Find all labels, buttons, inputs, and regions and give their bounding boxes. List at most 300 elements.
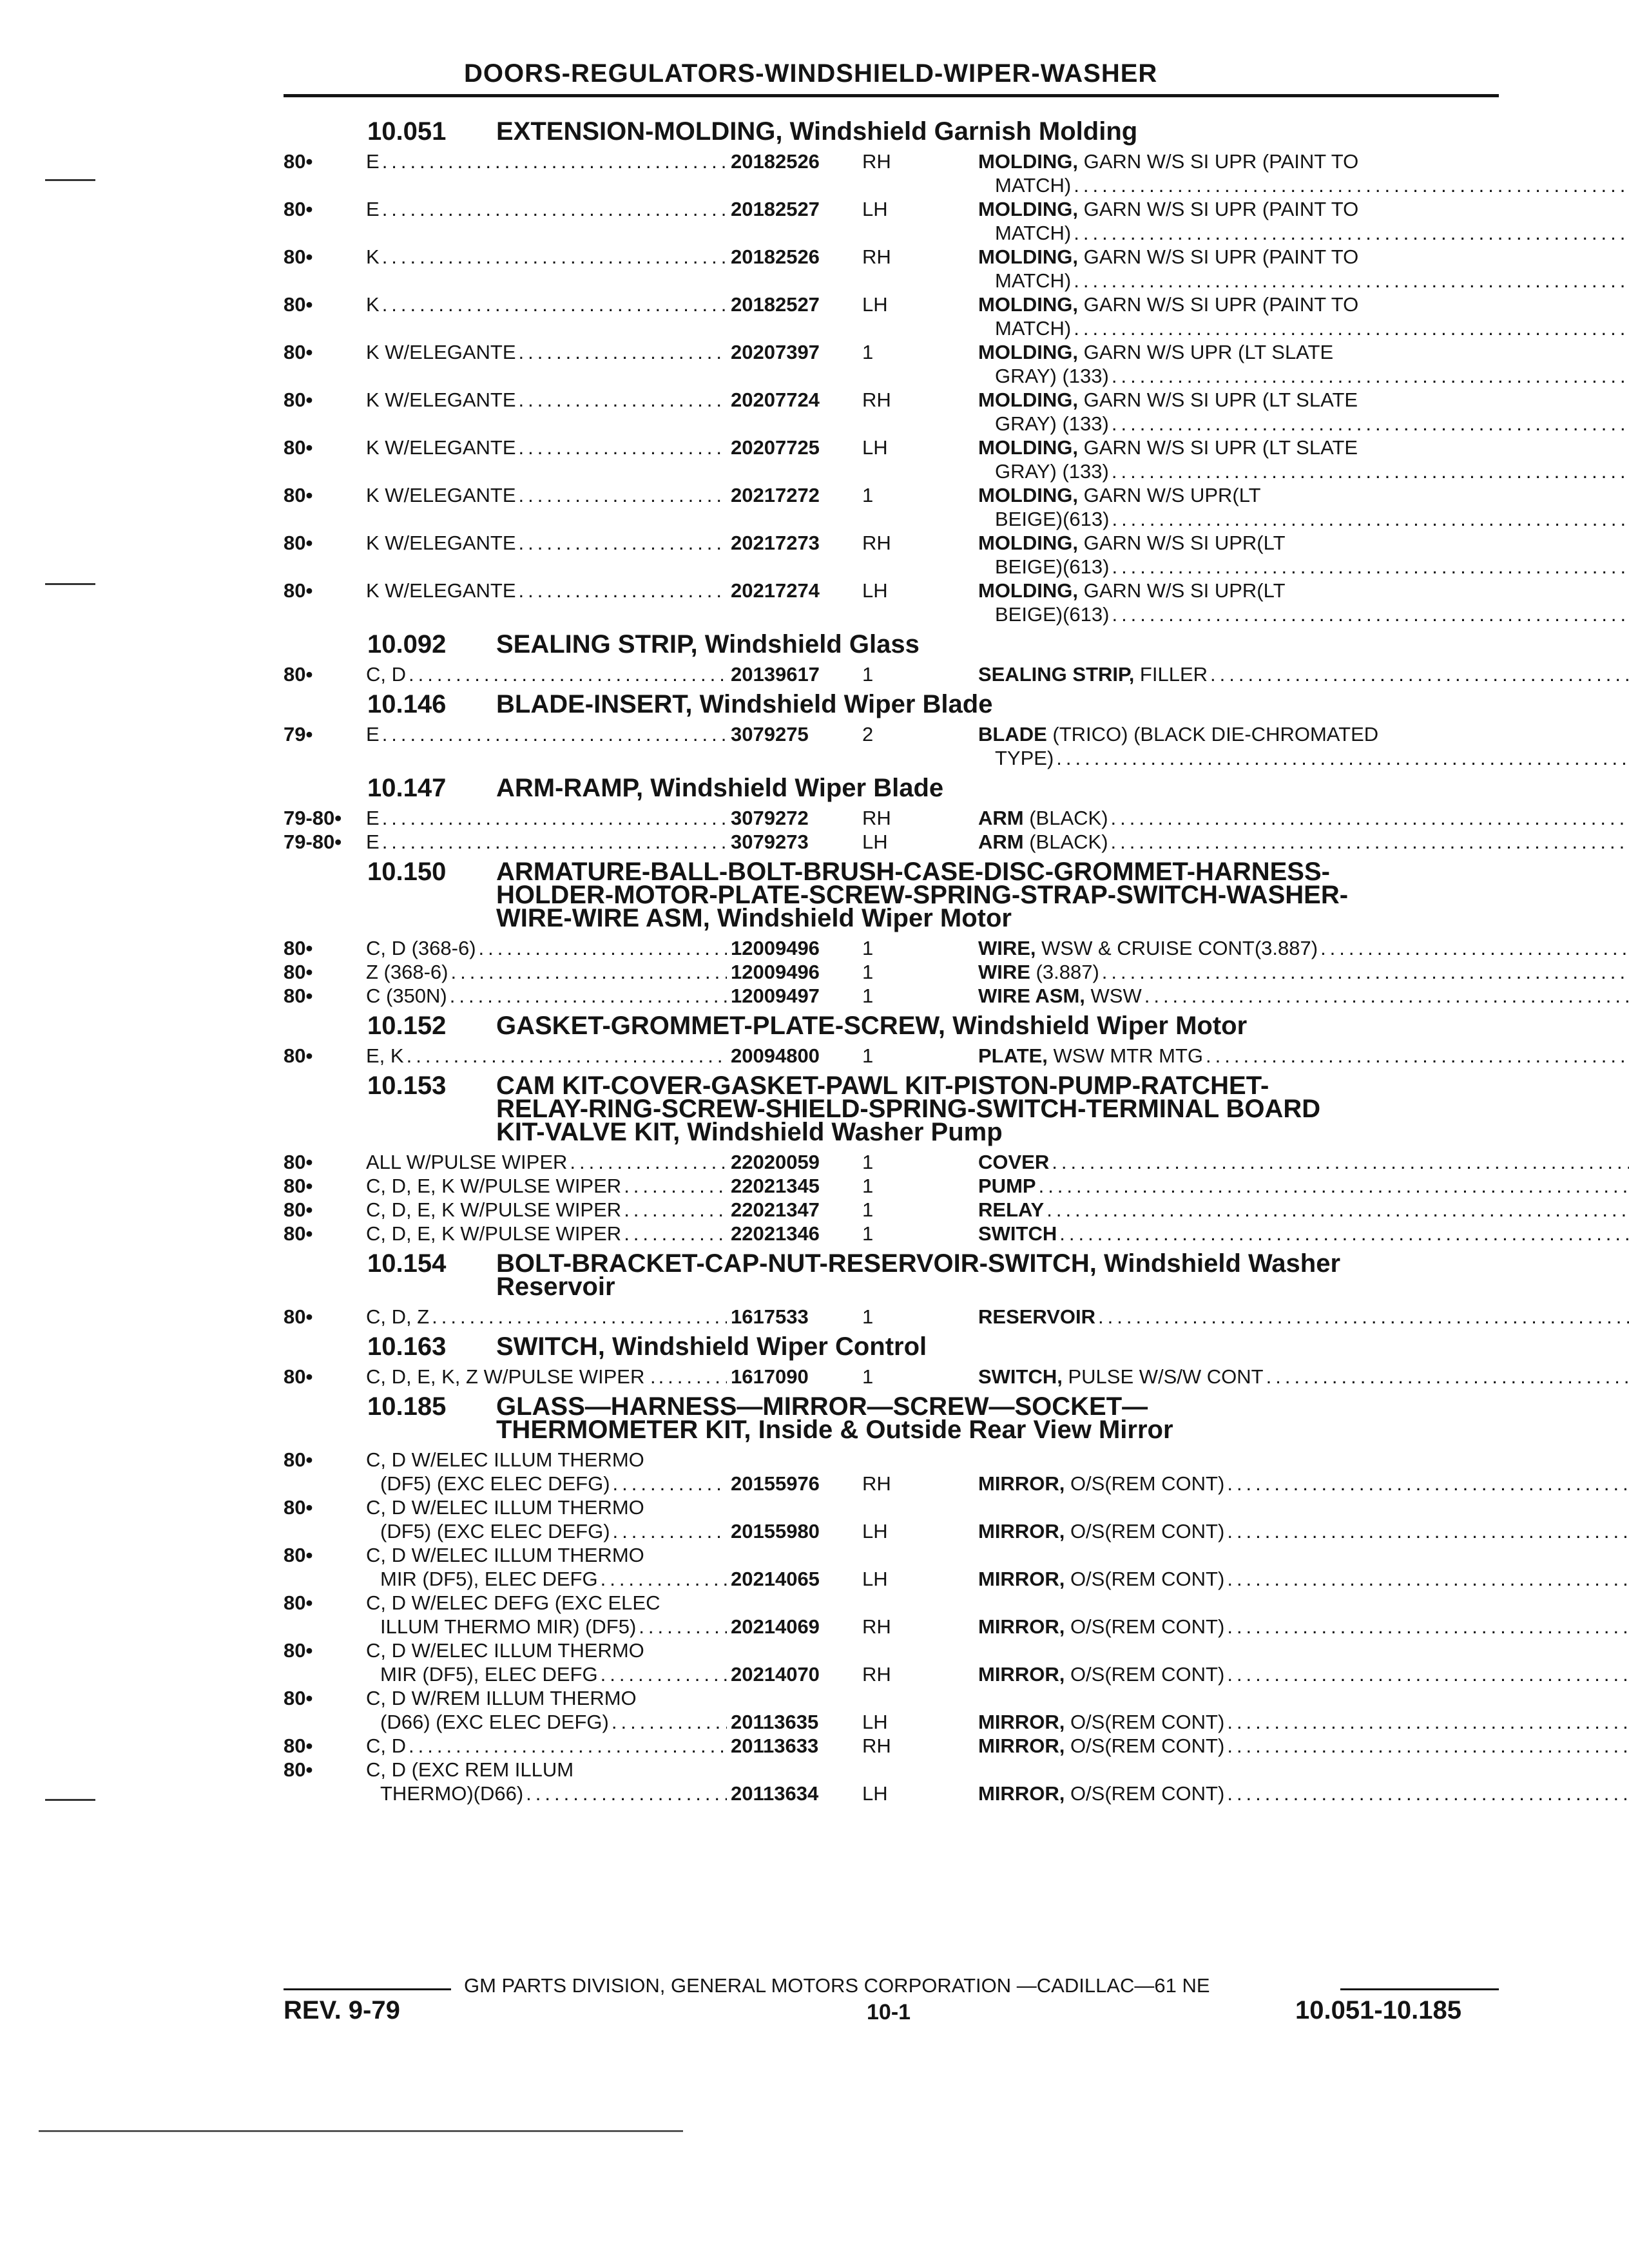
section-title-line: THERMOMETER KIT, Inside & Outside Rear View Mirror bbox=[496, 1416, 1173, 1444]
page-title: DOORS-REGULATORS-WINDSHIELD-WIPER-WASHER bbox=[464, 59, 1158, 88]
part-number: 12009497 bbox=[731, 985, 820, 1007]
description-text: WIRE (3.887) bbox=[978, 961, 1099, 983]
description bbox=[940, 531, 1629, 579]
application-line bbox=[366, 830, 727, 854]
section-heading bbox=[284, 1392, 1499, 1444]
footer-rule bbox=[1340, 1988, 1499, 1990]
section-title-line: Reservoir bbox=[496, 1273, 615, 1301]
model-year: 80• bbox=[284, 1496, 313, 1519]
application-text: (DF5) (EXC ELEC DEFG) bbox=[380, 1520, 610, 1542]
description-line bbox=[978, 1782, 1629, 1805]
section-title-line: GASKET-GROMMET-PLATE-SCREW, Windshield Wiper Motor bbox=[496, 1012, 1248, 1040]
description-line bbox=[978, 507, 1629, 531]
part-row bbox=[284, 936, 1499, 960]
description-text: MIRROR, O/S(REM CONT) bbox=[978, 1735, 1225, 1757]
description-line bbox=[978, 293, 1629, 316]
description bbox=[940, 1044, 1629, 1068]
application-text: K W/ELEGANTE bbox=[366, 532, 516, 554]
section-title bbox=[496, 1012, 1499, 1040]
revision-label: REV. 9-79 bbox=[284, 1996, 400, 2024]
application bbox=[366, 149, 727, 173]
description bbox=[940, 806, 1629, 830]
application-text: (DF5) (EXC ELEC DEFG) bbox=[380, 1472, 610, 1495]
application-line bbox=[366, 1567, 727, 1591]
application-line bbox=[366, 960, 727, 984]
quantity: RH bbox=[862, 1615, 891, 1638]
application bbox=[366, 1639, 727, 1686]
part-number: 20113634 bbox=[731, 1782, 819, 1805]
application-line bbox=[366, 662, 727, 686]
description-line bbox=[978, 662, 1629, 686]
quantity: LH bbox=[862, 198, 888, 220]
application-text: E bbox=[366, 723, 380, 745]
model-year: 80• bbox=[284, 341, 313, 363]
application-line bbox=[366, 531, 727, 555]
application-text: C, D W/ELEC ILLUM THERMO bbox=[366, 1448, 644, 1471]
application-text: MIR (DF5), ELEC DEFG bbox=[380, 1663, 598, 1686]
section-title-line: ARM-RAMP, Windshield Wiper Blade bbox=[496, 774, 944, 802]
part-number: 3079275 bbox=[731, 723, 809, 745]
application bbox=[366, 436, 727, 459]
application bbox=[366, 1495, 727, 1543]
leader-dots bbox=[610, 1472, 727, 1495]
catalog-section bbox=[284, 860, 1499, 1008]
leader-dots bbox=[1036, 1174, 1629, 1198]
application bbox=[366, 960, 727, 984]
leader-dots bbox=[1054, 746, 1629, 770]
description-line bbox=[978, 364, 1629, 388]
part-number: 20207725 bbox=[731, 436, 820, 459]
application bbox=[366, 1758, 727, 1805]
application bbox=[366, 579, 727, 602]
description-text: MIRROR, O/S(REM CONT) bbox=[978, 1615, 1225, 1638]
application-text: E, K bbox=[366, 1044, 404, 1067]
section-title-line: EXTENSION-MOLDING, Windshield Garnish Molding bbox=[496, 117, 1138, 146]
application-line bbox=[366, 936, 727, 960]
model-year: 80• bbox=[284, 198, 313, 220]
section-heading bbox=[284, 1332, 1499, 1361]
leader-dots bbox=[516, 483, 727, 507]
description-text: GRAY) (133) bbox=[995, 412, 1109, 435]
parts-listing bbox=[284, 113, 1499, 1805]
quantity: LH bbox=[862, 831, 888, 853]
leader-dots bbox=[1224, 1472, 1629, 1495]
description-line bbox=[978, 531, 1629, 555]
application bbox=[366, 1543, 727, 1591]
application-text: MIR (DF5), ELEC DEFG bbox=[380, 1568, 598, 1590]
section-title bbox=[496, 690, 1499, 718]
description-line bbox=[978, 269, 1629, 293]
part-row bbox=[284, 149, 1499, 197]
description-line bbox=[978, 1222, 1629, 1245]
model-year: 79-80• bbox=[284, 807, 342, 829]
leader-dots bbox=[448, 960, 727, 984]
part-row bbox=[284, 830, 1499, 854]
page-number: 10-1 bbox=[867, 2000, 911, 2024]
application-line bbox=[366, 245, 727, 269]
part-row bbox=[284, 1174, 1499, 1198]
section-number: 10.051 bbox=[367, 117, 447, 146]
part-number: 22021345 bbox=[731, 1175, 820, 1197]
leader-dots bbox=[1142, 984, 1629, 1008]
model-year: 80• bbox=[284, 484, 313, 506]
description-text: SWITCH bbox=[978, 1222, 1057, 1245]
application-line bbox=[366, 1222, 727, 1245]
description-line bbox=[978, 340, 1629, 364]
description-line bbox=[978, 1044, 1629, 1068]
part-number: 1617090 bbox=[731, 1365, 809, 1388]
application-text: E bbox=[366, 831, 380, 853]
part-row bbox=[284, 1543, 1499, 1591]
margin-mark bbox=[45, 1799, 95, 1801]
model-year: 80• bbox=[284, 1198, 313, 1221]
description-text: MOLDING, GARN W/S SI UPR(LT bbox=[978, 532, 1286, 554]
quantity: LH bbox=[862, 1568, 888, 1590]
leader-dots bbox=[380, 197, 727, 221]
section-title-line: ARMATURE-BALL-BOLT-BRUSH-CASE-DISC-GROMMET-HARNESS- bbox=[496, 858, 1330, 886]
description-line bbox=[978, 316, 1629, 340]
application-line bbox=[366, 806, 727, 830]
part-row bbox=[284, 388, 1499, 436]
part-row bbox=[284, 293, 1499, 340]
section-heading bbox=[284, 690, 1499, 718]
section-number: 10.146 bbox=[367, 690, 447, 718]
leader-dots bbox=[1224, 1567, 1629, 1591]
application bbox=[366, 1448, 727, 1495]
application bbox=[366, 531, 727, 555]
leader-dots bbox=[1109, 412, 1629, 436]
application-line bbox=[366, 1365, 727, 1389]
leader-dots bbox=[380, 806, 727, 830]
application-text: C, D, E, K W/PULSE WIPER bbox=[366, 1222, 622, 1245]
section-title-line: KIT-VALVE KIT, Windshield Washer Pump bbox=[496, 1118, 1003, 1146]
leader-dots bbox=[1109, 459, 1629, 483]
description-text: MIRROR, O/S(REM CONT) bbox=[978, 1663, 1225, 1686]
application-line bbox=[366, 1758, 727, 1782]
description bbox=[940, 830, 1629, 854]
quantity: 1 bbox=[862, 1175, 874, 1197]
catalog-section bbox=[284, 690, 1499, 770]
description-line bbox=[978, 245, 1629, 269]
leader-dots bbox=[1099, 960, 1629, 984]
leader-dots bbox=[516, 436, 727, 459]
leader-dots bbox=[1109, 602, 1629, 626]
description-text: MOLDING, GARN W/S UPR(LT bbox=[978, 484, 1261, 506]
quantity: 1 bbox=[862, 1151, 874, 1173]
model-year: 80• bbox=[284, 579, 313, 602]
part-number: 20182526 bbox=[731, 245, 820, 268]
model-year: 80• bbox=[284, 1687, 313, 1709]
section-number: 10.092 bbox=[367, 630, 447, 658]
section-heading bbox=[284, 630, 1499, 658]
leader-dots bbox=[636, 1615, 727, 1639]
part-row bbox=[284, 1365, 1499, 1389]
application-text: K bbox=[366, 245, 380, 268]
part-row bbox=[284, 1305, 1499, 1329]
part-number: 20214065 bbox=[731, 1568, 820, 1590]
part-number: 20139617 bbox=[731, 663, 820, 686]
application bbox=[366, 1734, 727, 1758]
application-line bbox=[366, 1662, 727, 1686]
application-text: K W/ELEGANTE bbox=[366, 341, 516, 363]
leader-dots bbox=[567, 1150, 727, 1174]
description-text: SWITCH, PULSE W/S/W CONT bbox=[978, 1365, 1264, 1388]
part-row bbox=[284, 1495, 1499, 1543]
part-row bbox=[284, 436, 1499, 483]
model-year: 80• bbox=[284, 937, 313, 959]
application-text: C, D W/ELEC ILLUM THERMO bbox=[366, 1496, 644, 1519]
application bbox=[366, 662, 727, 686]
description-line bbox=[978, 830, 1629, 854]
catalog-section bbox=[284, 117, 1499, 626]
description-line bbox=[978, 555, 1629, 579]
leader-dots bbox=[598, 1662, 727, 1686]
application-text: C (350N) bbox=[366, 985, 447, 1007]
application-text: C, D W/ELEC ILLUM THERMO bbox=[366, 1639, 644, 1662]
application-line bbox=[366, 1734, 727, 1758]
description bbox=[940, 1198, 1629, 1222]
part-row bbox=[284, 1044, 1499, 1068]
quantity: 1 bbox=[862, 1305, 874, 1328]
application-line bbox=[366, 1710, 727, 1734]
title-rule bbox=[284, 94, 1499, 97]
part-number: 20217273 bbox=[731, 532, 820, 554]
leader-dots bbox=[476, 936, 727, 960]
leader-dots bbox=[523, 1782, 727, 1805]
part-number: 20182526 bbox=[731, 150, 820, 173]
leader-dots bbox=[1071, 173, 1629, 197]
application-line bbox=[366, 1044, 727, 1068]
model-year: 80• bbox=[284, 663, 313, 686]
part-number: 22021346 bbox=[731, 1222, 820, 1245]
section-title bbox=[496, 776, 1499, 800]
leader-dots bbox=[1224, 1519, 1629, 1543]
model-year: 80• bbox=[284, 1175, 313, 1197]
application-text: C, D (368-6) bbox=[366, 937, 476, 959]
part-number: 20113633 bbox=[731, 1735, 819, 1757]
leader-dots bbox=[1071, 221, 1629, 245]
description-line bbox=[978, 149, 1629, 173]
quantity: RH bbox=[862, 150, 891, 173]
part-row bbox=[284, 1639, 1499, 1686]
part-number: 1617533 bbox=[731, 1305, 809, 1328]
application-text: C, D bbox=[366, 1735, 406, 1757]
section-heading bbox=[284, 1012, 1499, 1040]
description-line bbox=[978, 984, 1629, 1008]
application bbox=[366, 1198, 727, 1222]
leader-dots bbox=[621, 1222, 727, 1245]
quantity: LH bbox=[862, 579, 888, 602]
application-line bbox=[366, 1519, 727, 1543]
model-year: 80• bbox=[284, 1448, 313, 1471]
description bbox=[940, 388, 1629, 436]
application-text: (D66) (EXC ELEC DEFG) bbox=[380, 1711, 609, 1733]
leader-dots bbox=[380, 722, 727, 746]
application-text: THERMO)(D66) bbox=[380, 1782, 524, 1805]
section-number: 10.185 bbox=[367, 1392, 447, 1421]
section-title bbox=[496, 630, 1499, 658]
description bbox=[940, 1734, 1629, 1758]
part-number: 20113635 bbox=[731, 1711, 819, 1733]
section-title-line: SWITCH, Windshield Wiper Control bbox=[496, 1332, 927, 1361]
application-text: C, D (EXC REM ILLUM bbox=[366, 1758, 574, 1781]
description bbox=[940, 245, 1629, 293]
leader-dots bbox=[1203, 1044, 1629, 1068]
description-line bbox=[978, 1150, 1629, 1174]
leader-dots bbox=[1109, 555, 1629, 579]
application-text: K W/ELEGANTE bbox=[366, 484, 516, 506]
description-line bbox=[978, 197, 1629, 221]
description-text: BLADE (TRICO) (BLACK DIE-CHROMATED bbox=[978, 723, 1379, 745]
leader-dots bbox=[621, 1174, 727, 1198]
part-number: 12009496 bbox=[731, 961, 820, 983]
model-year: 80• bbox=[284, 985, 313, 1007]
description bbox=[940, 960, 1629, 984]
model-year: 80• bbox=[284, 961, 313, 983]
application-line bbox=[366, 149, 727, 173]
description-line bbox=[978, 936, 1629, 960]
leader-dots bbox=[380, 293, 727, 316]
application bbox=[366, 293, 727, 316]
part-row bbox=[284, 722, 1499, 770]
description-text: MOLDING, GARN W/S SI UPR (LT SLATE bbox=[978, 436, 1358, 459]
application-line bbox=[366, 1639, 727, 1662]
leader-dots bbox=[598, 1567, 727, 1591]
part-row bbox=[284, 197, 1499, 245]
application bbox=[366, 388, 727, 412]
description bbox=[940, 936, 1629, 960]
description bbox=[940, 1758, 1629, 1805]
leader-dots bbox=[621, 1198, 727, 1222]
description-text: GRAY) (133) bbox=[995, 460, 1109, 483]
part-number: 22020059 bbox=[731, 1151, 820, 1173]
model-year: 80• bbox=[284, 1544, 313, 1566]
description bbox=[940, 579, 1629, 626]
description bbox=[940, 1448, 1629, 1495]
description bbox=[940, 984, 1629, 1008]
description-line bbox=[978, 1174, 1629, 1198]
description-text: RESERVOIR bbox=[978, 1305, 1096, 1328]
part-number: 22021347 bbox=[731, 1198, 820, 1221]
application-line bbox=[366, 1448, 727, 1472]
description bbox=[940, 293, 1629, 340]
leader-dots bbox=[380, 149, 727, 173]
part-number: 20217274 bbox=[731, 579, 820, 602]
section-number: 10.150 bbox=[367, 858, 447, 886]
section-title-line: BLADE-INSERT, Windshield Wiper Blade bbox=[496, 690, 993, 718]
description bbox=[940, 1174, 1629, 1198]
leader-dots bbox=[1224, 1710, 1629, 1734]
leader-dots bbox=[380, 245, 727, 269]
model-year: 80• bbox=[284, 150, 313, 173]
application-text: K W/ELEGANTE bbox=[366, 389, 516, 411]
application-text: C, D W/ELEC ILLUM THERMO bbox=[366, 1544, 644, 1566]
application-line bbox=[366, 436, 727, 459]
description-text: MATCH) bbox=[995, 174, 1072, 197]
leader-dots bbox=[1318, 936, 1629, 960]
model-year: 80• bbox=[284, 1151, 313, 1173]
part-row bbox=[284, 960, 1499, 984]
application-line bbox=[366, 1782, 727, 1805]
leader-dots bbox=[1108, 830, 1629, 854]
application bbox=[366, 197, 727, 221]
bottom-rule bbox=[39, 2130, 683, 2132]
part-row bbox=[284, 1222, 1499, 1245]
section-title-line: WIRE-WIRE ASM, Windshield Wiper Motor bbox=[496, 904, 1012, 932]
leader-dots bbox=[516, 388, 727, 412]
catalog-section bbox=[284, 1332, 1499, 1389]
application-text: C, D, E, K W/PULSE WIPER bbox=[366, 1175, 622, 1197]
application-line bbox=[366, 1174, 727, 1198]
quantity: 1 bbox=[862, 937, 874, 959]
description-text: MIRROR, O/S(REM CONT) bbox=[978, 1472, 1225, 1495]
application bbox=[366, 722, 727, 746]
catalog-section bbox=[284, 1249, 1499, 1329]
application bbox=[366, 984, 727, 1008]
description-line bbox=[978, 436, 1629, 459]
part-row bbox=[284, 340, 1499, 388]
application-text: C, D W/ELEC DEFG (EXC ELEC bbox=[366, 1591, 660, 1614]
application-line bbox=[366, 1543, 727, 1567]
section-title bbox=[496, 1074, 1499, 1144]
application-text: E bbox=[366, 198, 380, 220]
application-text: K W/ELEGANTE bbox=[366, 436, 516, 459]
application-line bbox=[366, 1150, 727, 1174]
description-text: MIRROR, O/S(REM CONT) bbox=[978, 1520, 1225, 1542]
application-line bbox=[366, 1305, 727, 1329]
description bbox=[940, 1591, 1629, 1639]
part-number: 20207724 bbox=[731, 389, 820, 411]
description bbox=[940, 1365, 1629, 1389]
description-text: SEALING STRIP, FILLER bbox=[978, 663, 1208, 686]
leader-dots bbox=[1057, 1222, 1629, 1245]
application-line bbox=[366, 388, 727, 412]
application-line bbox=[366, 1686, 727, 1710]
description-line bbox=[978, 1305, 1629, 1329]
description-line bbox=[978, 483, 1629, 507]
model-year: 79-80• bbox=[284, 831, 342, 853]
application-text: C, D W/REM ILLUM THERMO bbox=[366, 1687, 637, 1709]
description-line bbox=[978, 1710, 1629, 1734]
part-row bbox=[284, 483, 1499, 531]
description-line bbox=[978, 1365, 1629, 1389]
leader-dots bbox=[429, 1305, 727, 1329]
section-title-line: HOLDER-MOTOR-PLATE-SCREW-SPRING-STRAP-SWITCH-WASHER- bbox=[496, 881, 1349, 909]
application-text: K bbox=[366, 293, 380, 316]
description-text: MATCH) bbox=[995, 222, 1072, 244]
description-text: PUMP bbox=[978, 1175, 1036, 1197]
description bbox=[940, 340, 1629, 388]
model-year: 80• bbox=[284, 1758, 313, 1781]
description-text: ARM (BLACK) bbox=[978, 831, 1108, 853]
leader-dots bbox=[1108, 806, 1629, 830]
description-text: MOLDING, GARN W/S SI UPR (PAINT TO bbox=[978, 245, 1359, 268]
description bbox=[940, 1639, 1629, 1686]
catalog-section bbox=[284, 1392, 1499, 1805]
description bbox=[940, 1150, 1629, 1174]
part-row bbox=[284, 1198, 1499, 1222]
description-line bbox=[978, 722, 1629, 746]
part-number: 20217272 bbox=[731, 484, 820, 506]
quantity: 1 bbox=[862, 1222, 874, 1245]
part-number: 20214069 bbox=[731, 1615, 820, 1638]
description-line bbox=[978, 1198, 1629, 1222]
section-number: 10.147 bbox=[367, 774, 447, 802]
application-line bbox=[366, 1198, 727, 1222]
description-text: COVER bbox=[978, 1151, 1050, 1173]
application bbox=[366, 1150, 727, 1174]
description bbox=[940, 1305, 1629, 1329]
